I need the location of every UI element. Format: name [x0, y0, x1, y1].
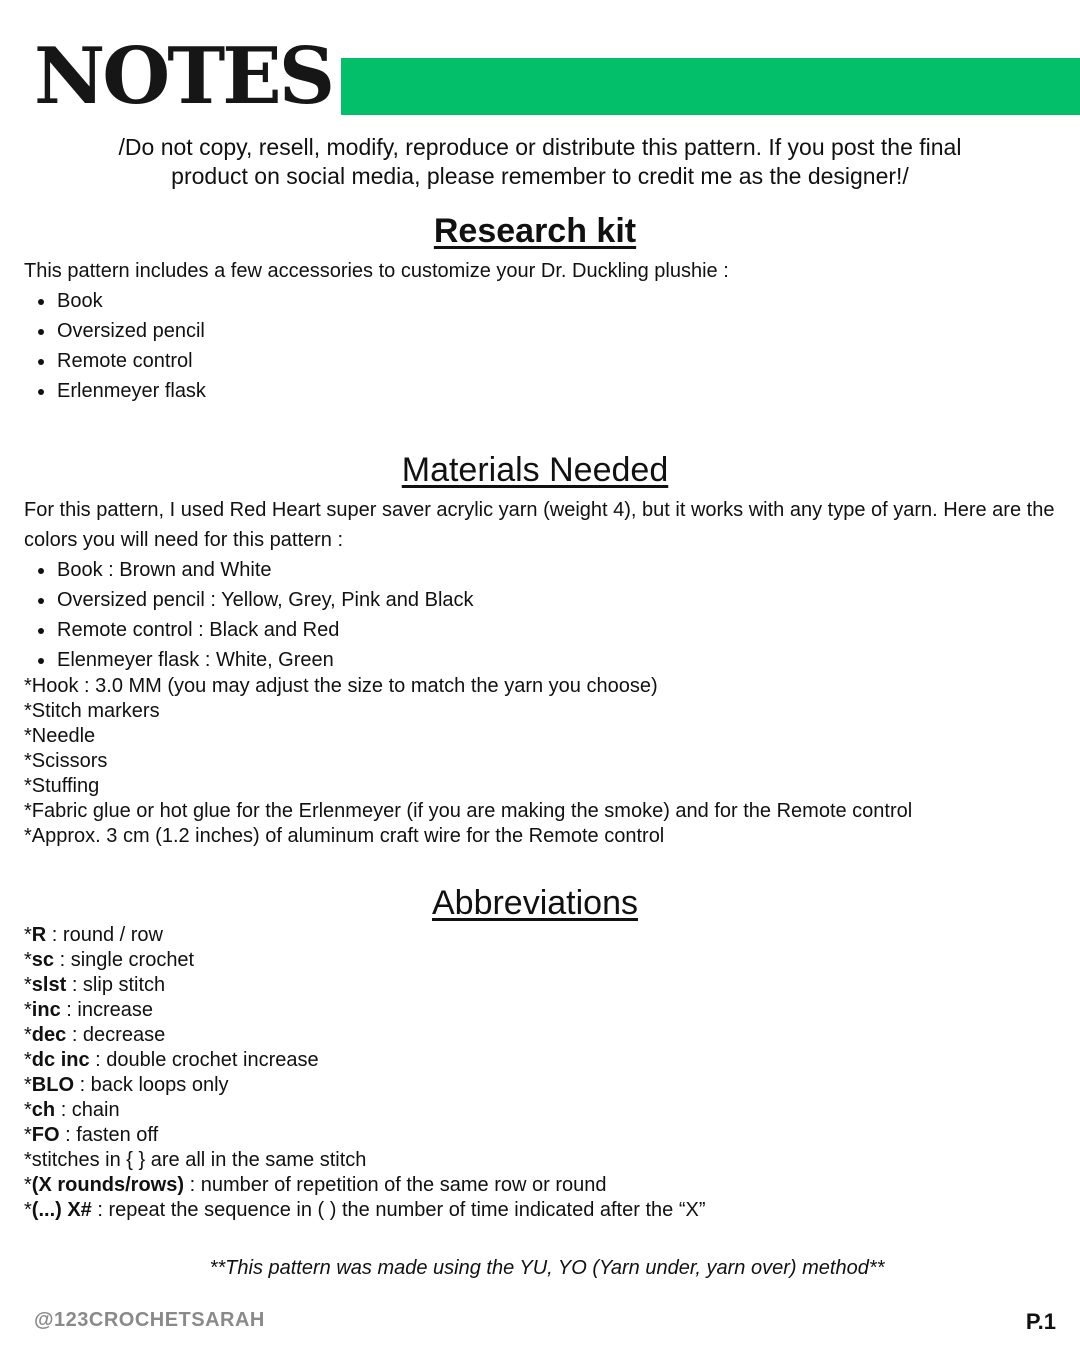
- materials-color-list: [24, 555, 474, 675]
- disclaimer-line-1: /Do not copy, resell, modify, reproduce or distribute this pattern. If you post the final: [118, 134, 962, 160]
- abbreviation-item: *inc : increase: [24, 999, 153, 1021]
- abbreviation-item: *sc : single crochet: [24, 949, 195, 971]
- list-item: Remote control: [24, 346, 206, 376]
- list-item: Elenmeyer flask : White, Green: [24, 645, 474, 675]
- abbreviation-item: *ch : chain: [24, 1099, 120, 1121]
- list-item: Erlenmeyer flask: [24, 376, 206, 406]
- list-item: Remote control : Black and Red: [24, 615, 474, 645]
- abbreviation-item: *slst : slip stitch: [24, 974, 166, 996]
- page-title: NOTES: [34, 31, 333, 122]
- research-kit-list: [24, 286, 206, 406]
- list-item: Book: [24, 286, 206, 316]
- list-item: Book : Brown and White: [24, 555, 474, 585]
- abbreviation-item: *FO : fasten off: [24, 1124, 159, 1146]
- abbreviation-item: *(X rounds/rows) : number of repetition of the same row or round: [24, 1174, 607, 1196]
- supply-item: *Stuffing: [24, 775, 100, 797]
- abbreviation-item: *BLO : back loops only: [24, 1074, 229, 1096]
- list-item: Oversized pencil : Yellow, Grey, Pink and Black: [24, 585, 474, 615]
- supply-item: *Scissors: [24, 750, 108, 772]
- supply-item: *Approx. 3 cm (1.2 inches) of aluminum craft wire for the Remote control: [24, 825, 665, 847]
- author-handle: @123CROCHETSARAH: [34, 1309, 265, 1331]
- list-item: Oversized pencil: [24, 316, 206, 346]
- supplies-list: [24, 674, 912, 849]
- supply-item: *Needle: [24, 725, 96, 747]
- abbreviation-item: *(...) X# : repeat the sequence in ( ) the number of time indicated after the “X”: [24, 1199, 706, 1221]
- disclaimer: [40, 133, 1040, 191]
- research-kit-intro: This pattern includes a few accessories to customize your Dr. Duckling plushie :: [24, 260, 729, 282]
- abbreviations-list: [24, 923, 705, 1223]
- abbreviation-item: *dec : decrease: [24, 1024, 166, 1046]
- supply-item: *Stitch markers: [24, 700, 160, 722]
- disclaimer-line-2: product on social media, please remember to credit me as the designer!/: [171, 163, 909, 189]
- page-number: P.1: [1025, 1309, 1056, 1334]
- abbreviation-item: *R : round / row: [24, 924, 163, 946]
- supply-item: *Fabric glue or hot glue for the Erlenmeyer (if you are making the smoke) and for the Remote control: [24, 800, 913, 822]
- method-footnote: **This pattern was made using the YU, YO (Yarn under, yarn over) method**: [209, 1257, 885, 1279]
- materials-intro: For this pattern, I used Red Heart super saver acrylic yarn (weight 4), but it works with any type of yarn. Here are the colors you will need for this pattern :: [24, 499, 1055, 551]
- abbreviation-item: *stitches in { } are all in the same stitch: [24, 1149, 367, 1171]
- research-kit-heading: Research kit: [433, 212, 637, 250]
- materials-heading: Materials Needed: [401, 451, 669, 489]
- abbreviation-item: *dc inc : double crochet increase: [24, 1049, 319, 1071]
- accent-bar: [341, 58, 1080, 115]
- abbreviations-heading: Abbreviations: [431, 884, 638, 922]
- supply-item: *Hook : 3.0 MM (you may adjust the size to match the yarn you choose): [24, 675, 658, 697]
